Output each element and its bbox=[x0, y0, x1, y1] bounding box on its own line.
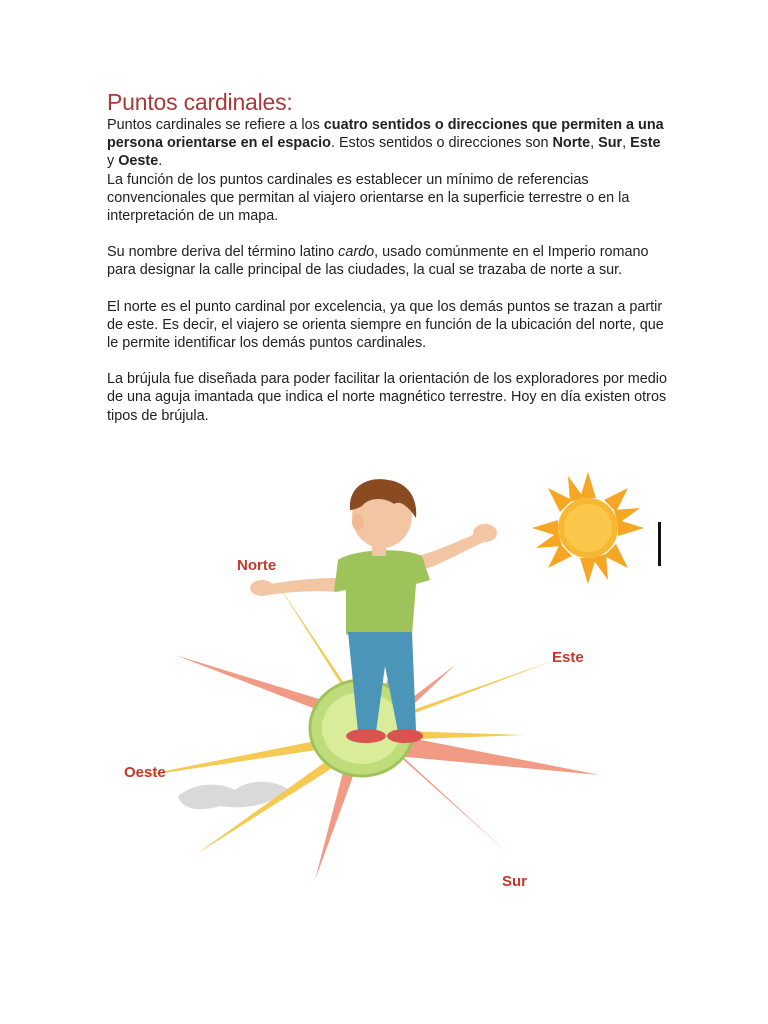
text-run: y bbox=[107, 153, 119, 170]
label-sur: Sur bbox=[502, 873, 528, 890]
boy-figure bbox=[250, 479, 497, 743]
paragraph-function: La función de los puntos cardinales es establecer un mínimo de referencias convencionales que permitan al viajero orientarse en la superficie terrestre o en la interpretación de un mapa. bbox=[107, 171, 630, 225]
text-run: , bbox=[590, 135, 599, 152]
text-run: Puntos cardinales se refiere a los bbox=[107, 117, 324, 133]
text-run: , bbox=[622, 135, 631, 152]
bold-sur: Sur bbox=[598, 135, 623, 152]
bold-run: cuatro sentidos o direcciones que permiten a una persona orientarse en el espacio bbox=[107, 117, 664, 152]
shirt bbox=[334, 550, 430, 638]
paragraph-north: El norte es el punto cardinal por excelencia, ya que los demás puntos se trazan a partir de este. Es decir, el viajero se orienta siempre en función de la ubicación del norte, que le permite identificar los demás puntos cardinales. bbox=[107, 298, 664, 352]
text-run: . Estos sentidos o direcciones son bbox=[330, 135, 553, 152]
label-norte: Norte bbox=[237, 557, 277, 574]
italic-cardo: cardo bbox=[338, 244, 375, 261]
paragraph-definition bbox=[107, 116, 667, 171]
paragraph-compass: La brújula fue diseñada para poder facilitar la orientación de los exploradores por medio de una aguja imantada que indica el norte magnético terrestre. Hoy en día existen otros tipos de brújula. bbox=[107, 371, 667, 424]
text-run: , usado comúnmente en el Imperio romano para designar la calle principal de las ciudades, la cual se trazaba de norte a sur. bbox=[107, 244, 649, 279]
sun-icon bbox=[532, 472, 644, 584]
label-oeste: Oeste bbox=[124, 764, 166, 781]
compass-rose-illustration bbox=[100, 460, 668, 900]
bold-este: Este bbox=[630, 135, 661, 152]
document-body bbox=[107, 88, 667, 425]
page-title: Puntos cardinales: bbox=[107, 89, 293, 115]
text-run: Su nombre deriva del término latino bbox=[107, 244, 339, 261]
label-este: Este bbox=[552, 649, 584, 666]
edge-marker bbox=[658, 522, 661, 566]
paragraph-etymology bbox=[107, 243, 667, 279]
bold-norte: Norte bbox=[552, 135, 591, 152]
text-run: . bbox=[158, 153, 163, 170]
bold-oeste: Oeste bbox=[118, 153, 159, 170]
